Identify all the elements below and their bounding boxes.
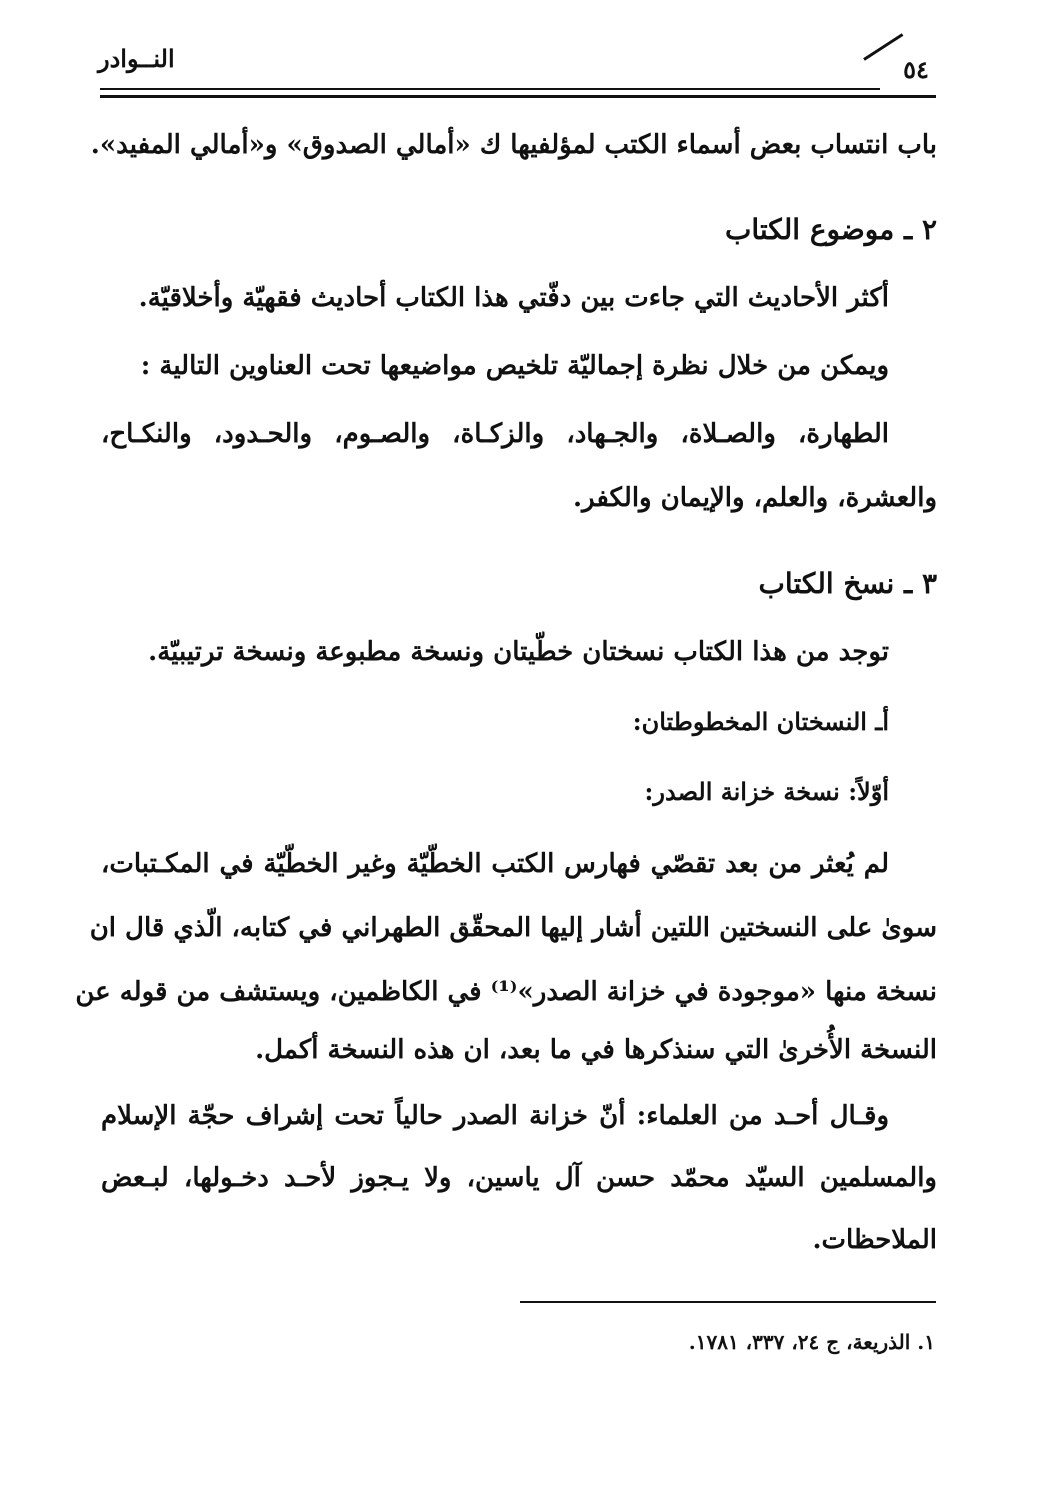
- header-rule-bottom: [100, 95, 936, 98]
- paragraph-line: الطهارة، والصـلاة، والجـهاد، والزكـاة، والصـوم، والحـدود، والنكـاح،: [101, 419, 889, 449]
- paragraph-line: الملاحظات.: [812, 1225, 937, 1255]
- paragraph-line: ويمكن من خلال نظرة إجماليّة تلخيص مواضيعها تحت العناوين التالية :: [140, 351, 889, 381]
- paragraph-line: أكثر الأحاديث التي جاءت بين دفّتي هذا الكتاب أحاديث فقهيّة وأخلاقيّة.: [138, 283, 889, 313]
- paragraph-line: لم يُعثر من بعد تقصّي فهارس الكتب الخطّيّة وغير الخطّيّة في المكـتبات،: [101, 849, 890, 879]
- footnote: ١. الذريعة، ج ٢٤، ٣٣٧، ١٧٨١.: [688, 1330, 935, 1354]
- paragraph-line: سوىٰ على النسختين اللتين أشار إليها المحقّق الطهراني في كتابه، الّذي قال ان: [89, 913, 937, 943]
- paragraph-line: والعشرة، والعلم، والإيمان والكفر.: [573, 483, 937, 513]
- paragraph-line: باب انتساب بعض أسماء الكتب لمؤلفيها ك «أمالي الصدوق» و«أمالي المفيد».: [90, 130, 937, 160]
- section-heading-copies: ٣ ـ نسخ الكتاب: [758, 567, 937, 600]
- subheading-manuscripts: أـ النسختان المخطوطتان:: [632, 707, 889, 736]
- footnote-separator: [520, 1301, 936, 1303]
- paragraph-line: توجد من هذا الكتاب نسختان خطّيتان ونسخة مطبوعة ونسخة ترتيبيّة.: [148, 637, 889, 667]
- subheading-sadr-library: أوّلاً: نسخة خزانة الصدر:: [644, 777, 889, 806]
- page-number: ٥٤: [903, 55, 929, 84]
- paragraph-line: وقـال أحـد من العلماء: أنّ خزانة الصدر حالياً تحت إشراف حجّة الإسلام: [101, 1101, 889, 1131]
- running-header-title: النــوادر: [98, 44, 175, 73]
- paragraph-line: النسخة الأُخرىٰ التي سنذكرها في ما بعد، ان هذه النسخة أكمل.: [255, 1035, 937, 1065]
- paragraph-line: نسخة منها «موجودة في خزانة الصدر»⁽¹⁾ في الكاظمين، ويستشف من قوله عن: [75, 977, 937, 1007]
- section-heading-topic: ٢ ـ موضوع الكتاب: [724, 213, 937, 246]
- header-rule-top: [100, 88, 880, 90]
- paragraph-line: والمسلمين السيّد محمّد حسن آل ياسين، ولا يـجوز لأحـد دخـولها، لبـعض: [101, 1163, 937, 1193]
